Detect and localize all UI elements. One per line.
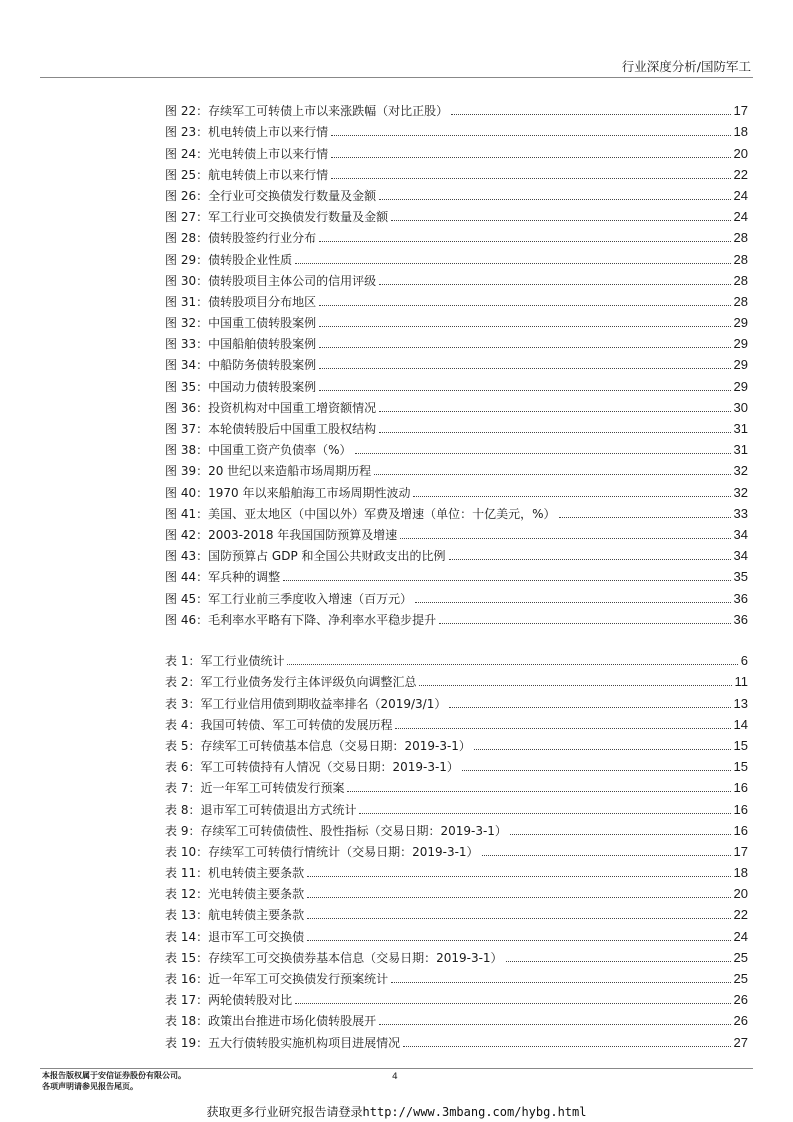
dot-leader (379, 284, 730, 285)
dot-leader (331, 157, 730, 158)
table-entry[interactable] (165, 774, 748, 795)
table-entry[interactable] (165, 965, 748, 986)
entry-page-number: 24 (733, 928, 748, 944)
entry-page-number: 16 (733, 801, 748, 817)
table-entry[interactable] (165, 944, 748, 965)
dot-leader (331, 135, 730, 136)
table-entry[interactable] (165, 689, 748, 710)
dot-leader (482, 855, 731, 856)
figure-entry[interactable] (165, 309, 748, 330)
entry-label: 图 43：国防预算占 GDP 和全国公共财政支出的比例 (165, 549, 446, 564)
entry-label: 表 10：存续军工可转债行情统计（交易日期：2019-3-1） (165, 844, 479, 859)
entry-label: 图 36：投资机构对中国重工增资额情况 (165, 400, 377, 415)
entry-page-number: 25 (733, 949, 748, 965)
entry-page-number: 27 (733, 1034, 748, 1050)
dot-leader (395, 728, 730, 729)
entry-page-number: 13 (733, 695, 748, 711)
entry-label: 图 27：军工行业可交换债发行数量及金额 (165, 210, 389, 225)
entry-label: 图 38：中国重工资产负债率（%） (165, 443, 352, 458)
figure-entry[interactable] (165, 139, 748, 160)
entry-label: 图 39：20 世纪以来造船市场周期历程 (165, 464, 372, 479)
entry-page-number: 22 (733, 166, 748, 182)
entry-page-number: 36 (733, 590, 748, 606)
figure-entry[interactable] (165, 224, 748, 245)
entry-label: 图 37：本轮债转股后中国重工股权结构 (165, 422, 377, 436)
dot-leader (295, 1003, 730, 1004)
figure-entry[interactable] (165, 267, 748, 288)
dot-leader (510, 834, 731, 835)
entry-page-number: 31 (733, 442, 748, 458)
figure-entry[interactable] (165, 606, 748, 627)
entry-label: 图 45：军工行业前三季度收入增速（百万元） (165, 591, 413, 606)
dot-leader (307, 897, 730, 898)
figure-entry[interactable] (165, 288, 748, 309)
table-entry[interactable] (165, 647, 748, 668)
entry-page-number: 15 (733, 737, 748, 753)
dot-leader (413, 496, 730, 497)
entry-page-number: 24 (733, 209, 748, 225)
entry-label: 图 30：债转股项目主体公司的信用评级 (165, 273, 377, 288)
entry-label: 图 44：军兵种的调整 (165, 570, 281, 585)
dot-leader (419, 685, 731, 686)
dot-leader (295, 263, 730, 264)
dot-leader (391, 982, 730, 983)
entry-label: 表 4：我国可转债、军工可转债的发展历程 (165, 717, 393, 732)
table-entry[interactable] (165, 795, 748, 816)
dot-leader (379, 199, 730, 200)
dot-leader (319, 241, 730, 242)
entry-label: 表 12：光电转债主要条款 (165, 887, 305, 902)
dot-leader (379, 411, 730, 412)
figure-entry[interactable] (165, 161, 748, 182)
entry-label: 图 25：航电转债上市以来行情 (165, 167, 329, 182)
dot-leader (307, 940, 730, 941)
entry-page-number: 28 (733, 230, 748, 246)
entry-page-number: 16 (733, 780, 748, 796)
entry-page-number: 15 (733, 759, 748, 775)
entry-label: 表 18：政策出台推进市场化债转股展开 (165, 1014, 377, 1029)
dot-leader (359, 813, 730, 814)
figure-entry[interactable] (165, 372, 748, 393)
dot-leader (400, 538, 730, 539)
entry-page-number: 36 (733, 611, 748, 627)
dot-leader (379, 1024, 730, 1025)
dot-leader (474, 749, 731, 750)
entry-label: 表 9：存续军工可转债债性、股性指标（交易日期：2019-3-1） (165, 823, 507, 838)
dot-leader (379, 432, 730, 433)
entry-page-number: 18 (733, 865, 748, 881)
dot-leader (319, 305, 730, 306)
disclaimer-line: 各项声明请参见报告尾页。 (42, 1082, 138, 1091)
entry-page-number: 35 (733, 569, 748, 585)
figure-entry[interactable] (165, 415, 748, 436)
entry-page-number: 29 (733, 357, 748, 373)
dot-leader (449, 707, 730, 708)
dot-leader (347, 791, 730, 792)
dot-leader (319, 347, 730, 348)
entry-label: 表 11：机电转债主要条款 (165, 866, 305, 881)
entry-label: 图 32：中国重工债转股案例 (165, 316, 317, 331)
table-entry[interactable] (165, 817, 748, 838)
entry-page-number: 26 (733, 992, 748, 1008)
dot-leader (307, 918, 730, 919)
figure-entry[interactable] (165, 563, 748, 584)
figure-entry[interactable] (165, 542, 748, 563)
entry-label: 图 33：中国船舶债转股案例 (165, 337, 317, 352)
promo-link[interactable]: 获取更多行业研究报告请登录http://www.3mbang.com/hybg.html (206, 1105, 587, 1119)
entry-label: 表 5：存续军工可转债基本信息（交易日期：2019-3-1） (165, 738, 471, 753)
entry-label: 表 8：退市军工可转债退出方式统计 (165, 802, 357, 817)
entry-label: 图 40：1970 年以来船舶海工市场周期性波动 (165, 485, 411, 500)
entry-page-number: 28 (733, 272, 748, 288)
entry-page-number: 34 (733, 548, 748, 564)
entry-label: 图 28：债转股签约行业分布 (165, 231, 317, 246)
entry-page-number: 26 (733, 1013, 748, 1029)
entry-page-number: 25 (733, 971, 748, 986)
entry-page-number: 18 (733, 124, 748, 140)
entry-page-number: 32 (733, 484, 748, 500)
dot-leader (307, 876, 730, 877)
table-entry[interactable] (165, 668, 748, 689)
figure-entry[interactable] (165, 436, 748, 457)
entry-label: 图 24：光电转债上市以来行情 (165, 146, 329, 161)
entry-page-number: 24 (733, 187, 748, 203)
figure-entry[interactable] (165, 203, 748, 224)
table-entry[interactable] (165, 901, 748, 922)
dot-leader (283, 580, 730, 581)
entry-label: 图 35：中国动力债转股案例 (165, 379, 317, 394)
table-entry[interactable] (165, 1007, 748, 1028)
figure-entry[interactable] (165, 500, 748, 521)
figure-entry[interactable] (165, 394, 748, 415)
entry-label: 表 17：两轮债转股对比 (165, 993, 293, 1008)
entry-page-number: 29 (733, 315, 748, 331)
figure-entry[interactable] (165, 351, 748, 372)
entry-page-number: 30 (733, 399, 748, 415)
table-entry[interactable] (165, 986, 748, 1007)
table-entry[interactable] (165, 922, 748, 943)
table-entry[interactable] (165, 1028, 748, 1049)
header-title: 行业深度分析/国防军工 (621, 59, 751, 74)
entry-label: 表 2：军工行业债务发行主体评级负向调整汇总 (165, 675, 417, 690)
entry-page-number: 22 (733, 907, 748, 923)
dot-leader (403, 1046, 730, 1047)
entry-label: 表 14：退市军工可交换债 (165, 929, 305, 944)
dot-leader (415, 602, 730, 603)
entry-label: 图 46：毛利率水平略有下降、净利率水平稳步提升 (165, 612, 437, 627)
figure-entry[interactable] (165, 118, 748, 139)
table-entry[interactable] (165, 732, 748, 753)
dot-leader (451, 114, 730, 115)
dot-leader (462, 770, 731, 771)
figure-entry[interactable] (165, 182, 748, 203)
entry-page-number: 17 (733, 103, 748, 119)
entry-page-number: 14 (733, 716, 748, 732)
entry-label: 图 42：2003-2018 年我国国防预算及增速 (165, 527, 398, 542)
entry-label: 表 1：军工行业债统计 (165, 654, 285, 669)
entry-page-number: 34 (733, 526, 748, 542)
entry-label: 表 16：近一年军工可交换债发行预案统计 (165, 972, 389, 986)
table-entry[interactable] (165, 838, 748, 859)
header-divider (40, 77, 753, 78)
entry-page-number: 32 (733, 463, 748, 479)
figure-entry[interactable] (165, 457, 748, 478)
dot-leader (319, 390, 730, 391)
entry-page-number: 29 (733, 336, 748, 352)
entry-page-number: 6 (740, 653, 748, 669)
entry-label: 图 29：债转股企业性质 (165, 252, 293, 267)
table-entry[interactable] (165, 859, 748, 880)
dot-leader (559, 517, 731, 518)
copyright-notice (42, 1070, 186, 1092)
entry-page-number: 16 (733, 822, 748, 838)
figure-entry[interactable] (165, 330, 748, 351)
entry-label: 图 22：存续军工可转债上市以来涨跌幅（对比正股） (165, 104, 449, 119)
entry-page-number: 20 (733, 145, 748, 161)
dot-leader (374, 474, 730, 475)
figure-entry[interactable] (165, 584, 748, 605)
entry-label: 图 34：中船防务债转股案例 (165, 358, 317, 373)
dot-leader (287, 664, 737, 665)
entry-label: 表 3：军工行业信用债到期收益率排名（2019/3/1） (165, 696, 447, 711)
figure-entry[interactable] (165, 245, 748, 266)
entry-label: 图 31：债转股项目分布地区 (165, 294, 317, 309)
dot-leader (331, 178, 730, 179)
entry-page-number: 28 (733, 293, 748, 309)
entry-page-number: 17 (733, 843, 748, 859)
table-entry[interactable] (165, 880, 748, 901)
table-list (165, 647, 748, 1050)
dot-leader (506, 961, 731, 962)
entry-label: 图 23：机电转债上市以来行情 (165, 125, 329, 140)
entry-label: 图 26：全行业可交换债发行数量及金额 (165, 188, 377, 203)
entry-page-number: 11 (734, 674, 748, 690)
dot-leader (319, 326, 730, 327)
entry-page-number: 29 (733, 378, 748, 394)
figure-list (165, 97, 748, 627)
dot-leader (355, 453, 731, 454)
table-entry[interactable] (165, 753, 748, 774)
entry-page-number: 31 (733, 421, 748, 436)
entry-page-number: 20 (733, 886, 748, 902)
copyright-line: 本报告版权属于安信证券股份有限公司。 (42, 1071, 186, 1080)
footer-divider (40, 1068, 753, 1069)
entry-label: 表 19：五大行债转股实施机构项目进展情况 (165, 1035, 401, 1050)
dot-leader (449, 559, 731, 560)
dot-leader (319, 368, 730, 369)
entry-label: 表 6：军工可转债持有人情况（交易日期：2019-3-1） (165, 760, 459, 775)
page-number: 4 (392, 1072, 398, 1082)
entry-label: 表 7：近一年军工可转债发行预案 (165, 781, 345, 796)
dot-leader (439, 623, 730, 624)
entry-label: 表 15：存续军工可交换债券基本信息（交易日期：2019-3-1） (165, 950, 503, 965)
table-entry[interactable] (165, 711, 748, 732)
entry-label: 图 41：美国、亚太地区（中国以外）军费及增速（单位：十亿美元，%） (165, 506, 556, 521)
figure-entry[interactable] (165, 478, 748, 499)
entry-page-number: 28 (733, 251, 748, 267)
dot-leader (391, 220, 730, 221)
entry-label: 表 13：航电转债主要条款 (165, 908, 305, 923)
entry-page-number: 33 (733, 505, 748, 521)
figure-entry[interactable] (165, 521, 748, 542)
figure-entry[interactable] (165, 97, 748, 118)
